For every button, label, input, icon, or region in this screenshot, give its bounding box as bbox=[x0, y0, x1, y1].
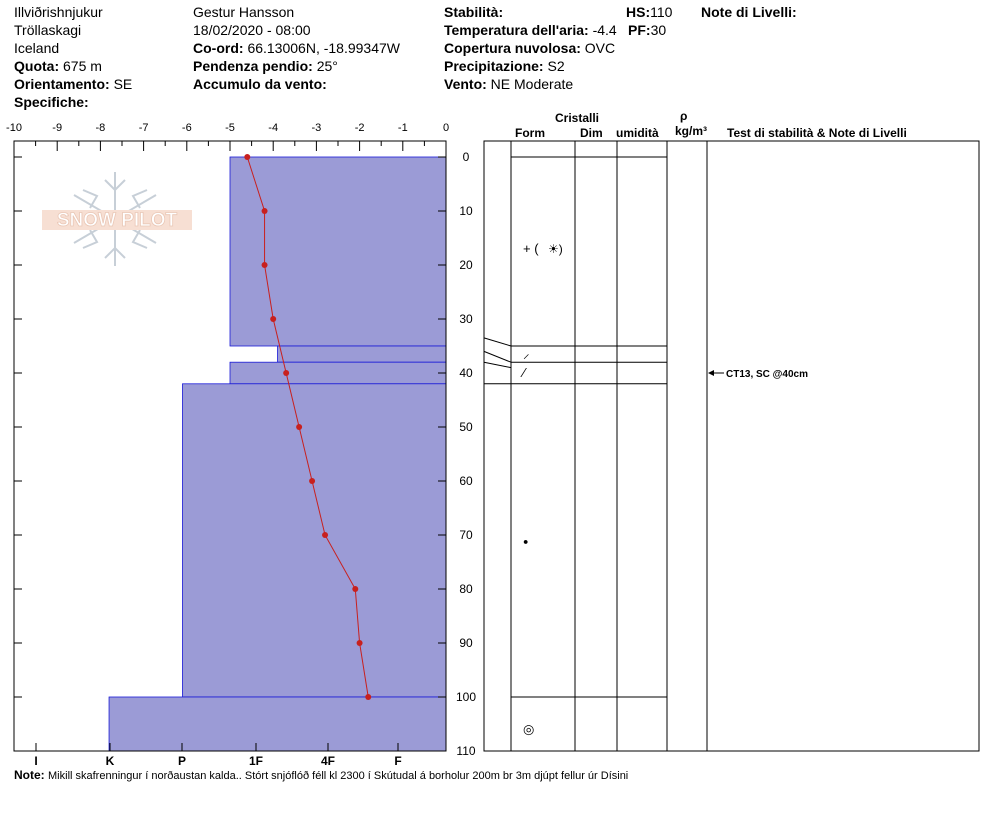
coord-label: Co-ord: bbox=[193, 40, 244, 56]
hardness-tick-label: F bbox=[394, 754, 402, 768]
observer: Gestur Hansson bbox=[193, 4, 295, 20]
temp-tick-label: -5 bbox=[225, 122, 235, 134]
depth-tick-label: 70 bbox=[459, 528, 473, 542]
hardness-layer bbox=[182, 384, 446, 697]
melt-forms-icon: ◎ bbox=[523, 721, 535, 737]
temp-tick-label: -2 bbox=[354, 122, 365, 134]
logo-text: SNOW PILOT bbox=[56, 210, 178, 231]
snowpilot-logo bbox=[42, 172, 192, 266]
temperature-point bbox=[352, 586, 358, 592]
layer-table bbox=[484, 141, 979, 751]
rho-header: ρ bbox=[680, 109, 688, 123]
depth-tick-label: 110 bbox=[456, 744, 476, 758]
location-line-1: Illviðrishnjukur bbox=[14, 4, 103, 20]
layer-connector bbox=[484, 362, 511, 367]
size-header: Dim bbox=[580, 126, 603, 140]
layer-notes-label: Note di Livelli: bbox=[701, 4, 797, 20]
depth-tick-label: 80 bbox=[459, 582, 473, 596]
slope-value: 25° bbox=[316, 58, 338, 74]
temp-tick-label: -9 bbox=[52, 122, 63, 134]
note-row bbox=[14, 767, 628, 784]
depth-tick-label: 20 bbox=[459, 258, 473, 272]
depth-tick-label: 100 bbox=[455, 690, 477, 704]
aspect-value: SE bbox=[113, 76, 133, 92]
pf-label: PF: bbox=[628, 22, 651, 38]
temperature-point bbox=[357, 640, 363, 646]
faceted-crystal-icon: ⁄ bbox=[523, 365, 526, 380]
wind-label: Vento: bbox=[444, 76, 487, 92]
temp-tick-label: -7 bbox=[138, 122, 149, 134]
temperature-point bbox=[244, 154, 250, 160]
wind-value: NE Moderate bbox=[490, 76, 574, 92]
temperature-point bbox=[365, 694, 371, 700]
elevation-value: 675 m bbox=[63, 58, 102, 74]
form-header: Form bbox=[515, 126, 545, 140]
hardness-layer bbox=[230, 362, 446, 384]
wind-loading-label: Accumulo da vento: bbox=[193, 76, 327, 92]
hardness-tick-label: 4F bbox=[320, 754, 336, 768]
depth-tick-label: 10 bbox=[459, 204, 473, 218]
hardness-tick-label: P bbox=[177, 754, 187, 768]
arrow-head-icon bbox=[708, 370, 714, 376]
temp-tick-label: -1 bbox=[397, 122, 408, 134]
depth-tick-label: 0 bbox=[462, 150, 470, 164]
coord-value: 66.13006N, -18.99347W bbox=[247, 40, 400, 56]
cloud-label: Copertura nuvolosa: bbox=[444, 40, 581, 56]
layer-table-frame bbox=[484, 141, 979, 751]
temp-tick-label: -8 bbox=[95, 122, 106, 134]
cloud-value: OVC bbox=[584, 40, 616, 56]
decomposing-fragments-icon: + ( bbox=[523, 240, 539, 256]
temperature-point bbox=[283, 370, 289, 376]
hardness-layer bbox=[230, 157, 446, 346]
hs-label: HS: bbox=[626, 4, 651, 20]
pf-value: 30 bbox=[650, 22, 667, 38]
precip-value: S2 bbox=[547, 58, 565, 74]
air-temp-label: Temperatura dell'aria: bbox=[444, 22, 589, 38]
temperature-point bbox=[309, 478, 315, 484]
temperature-point bbox=[296, 424, 302, 430]
hardness-tick-label: 1F bbox=[248, 754, 264, 768]
moisture-header: umidità bbox=[616, 126, 659, 140]
hardness-layer bbox=[109, 697, 446, 751]
temp-tick-label: -6 bbox=[181, 122, 192, 134]
note-label: Note: bbox=[14, 768, 45, 782]
faceted-crystal-icon: ⸝ bbox=[523, 346, 530, 362]
temperature-point bbox=[322, 532, 328, 538]
temperature-point bbox=[262, 208, 268, 214]
location-line-2: Tröllaskagi bbox=[14, 22, 82, 38]
hs-value: 110 bbox=[650, 4, 673, 20]
specifics-label: Specifiche: bbox=[14, 94, 89, 110]
depth-tick-label: 30 bbox=[459, 312, 473, 326]
tests-header: Test di stabilità & Note di Livelli bbox=[727, 126, 907, 140]
temp-tick-label: 0 bbox=[442, 122, 450, 134]
layer-connector bbox=[484, 351, 511, 362]
crystals-header: Cristalli bbox=[555, 111, 600, 125]
elevation-label: Quota: bbox=[14, 58, 60, 74]
note-text: Mikill skafrenningur í norðaustan kalda.. Stórt snjóflóð féll kl 2300 í Skútudal á borholur 200m br 3m djúpt fellur úr Dísini bbox=[48, 770, 629, 782]
location-line-3: Iceland bbox=[14, 40, 60, 56]
datetime: 18/02/2020 - 08:00 bbox=[193, 22, 311, 38]
air-temp-value: -4.4 bbox=[592, 22, 617, 38]
depth-tick-label: 40 bbox=[459, 366, 473, 380]
depth-tick-label: 90 bbox=[459, 636, 473, 650]
temp-tick-label: -4 bbox=[268, 122, 279, 134]
temperature-point bbox=[270, 316, 276, 322]
temp-tick-label: -3 bbox=[311, 122, 322, 134]
hardness-layer bbox=[278, 346, 446, 362]
precip-label: Precipitazione: bbox=[444, 58, 544, 74]
depth-tick-label: 60 bbox=[459, 474, 473, 488]
slope-label: Pendenza pendio: bbox=[193, 58, 313, 74]
precipitation-particle-icon: ☀) bbox=[548, 241, 563, 256]
layer-connector bbox=[484, 338, 511, 346]
temperature-point bbox=[262, 262, 268, 268]
rounded-grains-icon: ● bbox=[523, 536, 529, 547]
temp-tick-label: -10 bbox=[6, 122, 22, 134]
aspect-label: Orientamento: bbox=[14, 76, 110, 92]
depth-tick-label: 50 bbox=[459, 420, 473, 434]
density-header: kg/m³ bbox=[675, 124, 708, 138]
stability-label: Stabilità: bbox=[444, 4, 504, 20]
hardness-tick-label: K bbox=[105, 754, 115, 768]
stability-test-note: CT13, SC @40cm bbox=[726, 369, 809, 380]
hardness-tick-label: I bbox=[34, 754, 38, 768]
